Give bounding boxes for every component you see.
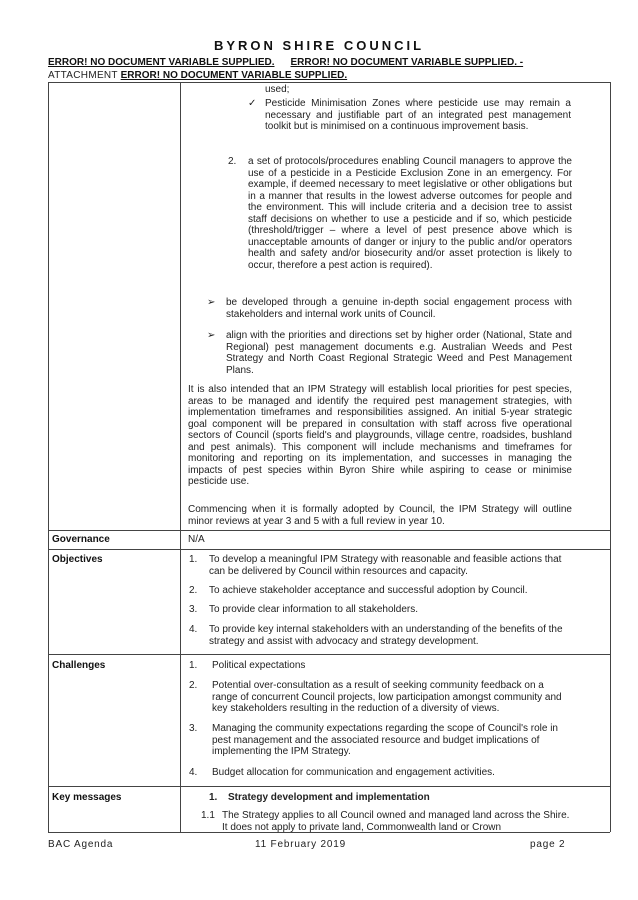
arrow-bullet-icon: ➢: [207, 330, 216, 341]
used-fragment: used;: [265, 84, 290, 95]
error-line-2: [48, 70, 347, 81]
objective-number: 4.: [189, 624, 198, 635]
key-messages-heading: Strategy development and implementation: [228, 792, 430, 803]
pesticide-minimisation-zones: Pesticide Minimisation Zones where pesticide use may remain a necessary and justifiable part of an integrated pest management toolkit but is minimised on a continuous improvement basis.: [265, 98, 571, 132]
paragraph-ipm-priorities: It is also intended that an IPM Strategy will establish local priorities for pest species, areas to be managed and identify the required pest management strategies, with implementation timeframes and responsibilities assigned. An initial 5-year strategic goal component will be prepared in consultation with staff across five operational sectors of Council (sports field's and playgrounds, village centre, roadsides, bushland and pest animals). This component will include mechanisms and timeframes for monitoring and reporting on its implementation, and successes in managing the impacts of pest species within Byron Shire while aspiring to cease or minimise pesticide use.: [188, 384, 572, 487]
item-2-text: a set of protocols/procedures enabling Council managers to approve the use of a pesticide in a Pesticide Exclusion Zone in an emergency. For example, if deemed necessary to meet legislative or other obligations but in a manner that results in the lowest adverse outcomes for people and the environment. This will include criteria and a decision tree to assist staff decisions on whether to use a pesticide and if so, which pesticide (threshold/trigger – where a level of pest presence above which is unacceptable amounts of danger or injury to the public and/or operators health and safety and/or biosecurity and/or asset protection is likely to occur, therefore a pest action is required).: [248, 156, 572, 271]
check-mark-icon: ✓: [248, 98, 257, 109]
table-right-border: [610, 82, 611, 832]
governance-value: N/A: [188, 534, 205, 545]
footer-agenda: BAC Agenda: [48, 839, 114, 850]
governance-label: Governance: [52, 534, 110, 545]
item-2-number: 2.: [228, 156, 237, 167]
challenge-number: 2.: [189, 680, 198, 691]
row-divider-governance: [48, 530, 610, 531]
challenge-text: Potential over-consultation as a result of seeking community feedback on a range of concurrent Council projects, low participation amongst community and key stakeholders resulting in the reduction of a diversity of views.: [212, 680, 562, 714]
footer-page: page 2: [530, 839, 566, 850]
error-variable-b: ERROR! NO DOCUMENT VARIABLE SUPPLIED.: [290, 57, 517, 68]
objective-text: To provide clear information to all stakeholders.: [209, 604, 418, 615]
row-divider-challenges: [48, 654, 610, 655]
challenges-label: Challenges: [52, 660, 106, 671]
challenge-number: 1.: [189, 660, 198, 671]
attachment-label: ATTACHMENT: [48, 70, 118, 81]
footer-date: 11 February 2019: [255, 839, 346, 850]
bullet-priorities: align with the priorities and directions set by higher order (National, State and Regional) pest management documents e.g. Australian Weeds and Pest Strategy and North Coast Regional Strategic Weed and Pest Management Plans.: [226, 330, 572, 376]
table-left-border: [48, 82, 49, 832]
paragraph-reviews: Commencing when it is formally adopted by Council, the IPM Strategy will outline minor reviews at year 3 and 5 with a full review in year 10.: [188, 504, 572, 527]
error-line-1: [48, 57, 608, 68]
objective-number: 3.: [189, 604, 198, 615]
objective-text: To provide key internal stakeholders with an understanding of the benefits of the strategy and assist with advocacy and strategy development.: [209, 624, 563, 647]
key-messages-label: Key messages: [52, 792, 122, 803]
key-messages-heading-number: 1.: [209, 792, 218, 803]
error-variable-a: ERROR! NO DOCUMENT VARIABLE SUPPLIED.: [48, 57, 275, 68]
error-dash: -: [517, 57, 524, 68]
challenge-number: 4.: [189, 767, 198, 778]
row-divider-objectives: [48, 549, 610, 550]
objective-text: To develop a meaningful IPM Strategy with reasonable and feasible actions that can be delivered by Council within resources and capacity.: [209, 554, 562, 577]
row-divider-key-messages: [48, 786, 610, 787]
arrow-bullet-icon: ➢: [207, 297, 216, 308]
table-column-divider: [180, 82, 181, 832]
challenge-number: 3.: [189, 723, 198, 734]
objective-text: To achieve stakeholder acceptance and successful adoption by Council.: [209, 585, 528, 596]
objective-number: 2.: [189, 585, 198, 596]
objectives-label: Objectives: [52, 554, 103, 565]
council-name: BYRON SHIRE COUNCIL: [213, 38, 425, 53]
subsection-text: The Strategy applies to all Council owned and managed land across the Shire. It does not apply to private land, Commonwealth land or Crown: [222, 810, 570, 833]
challenge-text: Budget allocation for communication and engagement activities.: [212, 767, 495, 778]
objective-number: 1.: [189, 554, 198, 565]
subsection-number: 1.1: [201, 810, 215, 821]
table-top-border: [48, 82, 610, 83]
challenge-text: Political expectations: [212, 660, 306, 671]
challenge-text: Managing the community expectations regarding the scope of Council's role in pest management and the associated resource and budget implications of implementing the IPM Strategy.: [212, 723, 558, 757]
bullet-engagement: be developed through a genuine in-depth social engagement process with stakeholders and internal work units of Council.: [226, 297, 572, 320]
error-variable-c: ERROR! NO DOCUMENT VARIABLE SUPPLIED.: [120, 70, 348, 81]
